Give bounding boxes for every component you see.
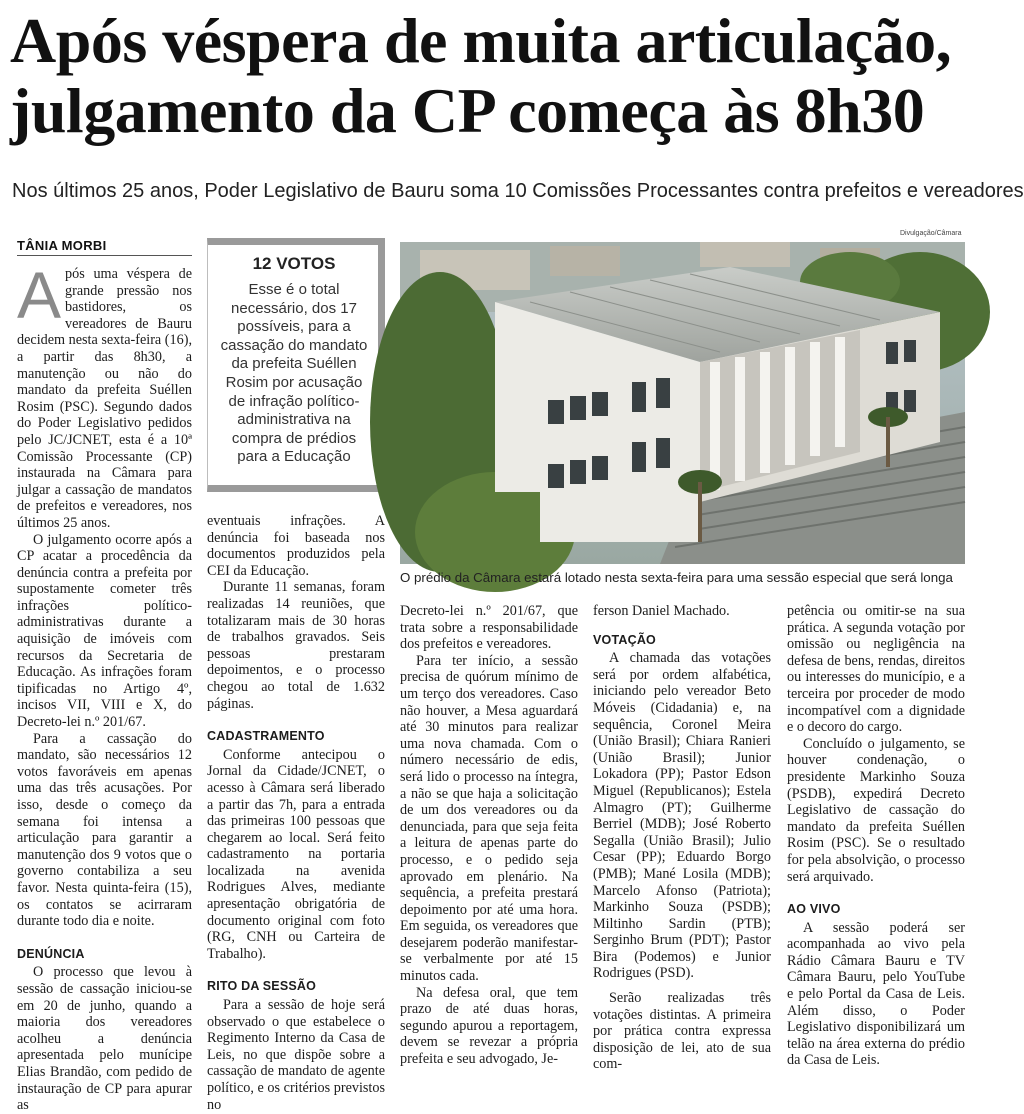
article-paragraph: O julgamento ocorre após a CP acatar a procedência da denúncia contra a prefeita por supostamente cometer três infrações político-administrativas durante a aquisição de imóveis com recursos da Secretaria de Educação. As infrações foram tipificadas no Artigo 4º, incisos VII, VIII e X, do Decreto-lei n.º 201/67. bbox=[17, 531, 192, 731]
article-paragraph: Após uma véspera de grande pressão nos bastidores, os vereadores de Bauru decidem nesta sexta-feira (16), a partir das 8h30, a manutenção ou não do mandato da prefeita Suéllen Rosim (PSC). Segundo dados do Poder Legislativo pedidos pelo JC/JCNET, esta é a 10ª Comissão Processante (CP) instaurada na Câmara para julgar a cassação de mandatos de prefeitos e vereadores, nos últimos 25 anos. bbox=[17, 258, 192, 531]
headline-line-1: Após véspera de muita articulação, bbox=[10, 5, 952, 76]
section-heading-rito: RITO DA SESSÃO bbox=[207, 979, 317, 994]
article-paragraph: O processo que levou à sessão de cassação iniciou-se em 20 de junho, quando a maioria dos vereadores acolheu a denúncia apresentada pelo munícipe Elias Brandão, com pedido de instauração de CP para apurar as bbox=[17, 964, 192, 1114]
photo-credit: Divulgação/Câmara bbox=[900, 230, 962, 237]
building-illustration bbox=[400, 242, 965, 564]
article-paragraph: A sessão poderá ser acompanhada ao vivo pela Rádio Câmara Bauru e TV Câmara Bauru, pelo YouTube e pelo Portal da Casa de Leis. Além disso, o Poder Legislativo disponibilizará um telão na área externa do prédio da Casa de Leis. bbox=[787, 919, 965, 1069]
headline bbox=[10, 6, 970, 146]
article-paragraph: Conforme antecipou o Jornal da Cidade/JCNET, o acesso à Câmara será liberado a partir das 7h, para a entrada das primeiras 100 pessoas que chegarem ao local. Será feito cadastramento na portaria localizada na avenida Rodrigues Alves, mediante apresentação obrigatória de documento original com foto (RG, CNH ou Carteira de Trabalho). bbox=[207, 746, 385, 962]
highlight-box bbox=[207, 238, 385, 492]
highlight-box-title: 12 VOTOS bbox=[252, 254, 336, 273]
chamber-building-photo bbox=[400, 242, 965, 564]
article-paragraph: ferson Daniel Machado. bbox=[593, 603, 730, 619]
article-paragraph: Na defesa oral, que tem prazo de até duas horas, segundo apurou a reportagem, devem se revezar a própria prefeita e seu advogado, Je- bbox=[400, 984, 578, 1068]
article-column-2 bbox=[207, 513, 385, 1113]
article-paragraph: Para a sessão de hoje será observado o que estabelece o Regimento Interno da Casa de Leis, no que dispõe sobre a cassação de mandato de agente político, e os critérios previstos no bbox=[207, 997, 385, 1113]
drop-cap: A bbox=[17, 258, 62, 332]
article-column-1 bbox=[17, 258, 192, 1114]
headline-line-2: julgamento da CP começa às 8h30 bbox=[10, 75, 925, 146]
article-paragraph: Decreto-lei n.º 201/67, que trata sobre a responsabilidade dos prefeitos e vereadores. bbox=[400, 603, 578, 653]
article-paragraph: Para ter início, a sessão precisa de quórum mínimo de um terço dos vereadores. Caso não houver, a Mesa aguardará até 30 minutos para realizar uma nova chamada. Com o número necessário de edis, será lido o processo na íntegra, a não se que haja a solicitação de um dos vereadores ou da denunciada, para que seja feita a leitura de apenas parte do processo, e o pedido seja aprovado em plenário. Na sequência, a prefeita prestará depoimento por até uma hora. Em seguida, os vereadores que desejarem poderão manifestar-se verbalmente por até 15 minutos cada. bbox=[400, 652, 578, 985]
author-byline: TÂNIA MORBI bbox=[17, 238, 192, 256]
article-column-4 bbox=[593, 603, 771, 1073]
article-paragraph: petência ou omitir-se na sua prática. A segunda votação por omissão ou negligência na defesa de bens, rendas, direitos ou interesses do município, e a terceira por proceder de modo incompatível com a dignidade e o decoro do cargo. bbox=[787, 603, 965, 736]
section-heading-votacao: VOTAÇÃO bbox=[593, 632, 656, 647]
article-paragraph: Concluído o julgamento, se houver condenação, o presidente Markinho Souza (PSDB), expedirá Decreto Legislativo de cassação do mandato da prefeita Suéllen Rosim (PSC). Se o resultado for pela absolvição, o processo será arquivado. bbox=[787, 735, 965, 885]
article-paragraph: eventuais infrações. A denúncia foi baseada nos documentos produzidos pela CEI da Educação. bbox=[207, 513, 385, 579]
photo-caption: O prédio da Câmara estará lotado nesta sexta-feira para uma sessão especial que será longa bbox=[400, 570, 953, 585]
highlight-box-text: Esse é o total necessário, dos 17 possíveis, para a cassação do mandato da prefeita Suéllen Rosim por acusação de infração político-administrativa na compra de prédios para a Educação bbox=[220, 281, 368, 466]
subheadline: Nos últimos 25 anos, Poder Legislativo de Bauru soma 10 Comissões Processantes contra prefeitos e vereadores bbox=[12, 180, 1024, 202]
article-column-3 bbox=[400, 603, 578, 1066]
section-heading-ao-vivo: AO VIVO bbox=[787, 902, 841, 917]
article-paragraph: Para a cassação do mandato, são necessários 12 votos favoráveis em apenas uma das três acusações. Por isso, desde o começo da semana foi intensa a articulação para garantir a manutenção dos 9 votos que o governo contabiliza a seu favor. Nesta quinta-feira (15), os contatos se acirraram durante todo dia e noite. bbox=[17, 730, 192, 930]
article-paragraph: Serão realizadas três votações distintas. A primeira por prática contra expressa disposição de lei, ato de sua com- bbox=[593, 990, 771, 1073]
section-heading-denuncia: DENÚNCIA bbox=[17, 946, 85, 961]
article-paragraph: Durante 11 semanas, foram realizadas 14 reuniões, que totalizaram mais de 30 horas de trabalhos gravados. Seis pessoas prestaram depoimentos, e o processo chegou ao total de 1.632 páginas. bbox=[207, 579, 385, 712]
section-heading-cadastramento: CADASTRAMENTO bbox=[207, 729, 325, 744]
article-paragraph: A chamada das votações será por ordem alfabética, iniciando pelo vereador Beto Móveis (Cidadania) e, na sequência, Coronel Meira (União Brasil); Chiara Ranieri (União Brasil); Junior Lokadora (PP); Pastor Edson Miguel (Republicanos); Estela Almagro (PT); Guilherme Berriel (MDB); José Roberto Segalla (União Brasil); Julio Cesar (PP); Eduardo Borgo (PMB); Mané Losila (MDB); Marcelo Afonso (Patriota); Markinho Souza (PSDB); Miltinho Sardin (PTB); Serginho Brum (PDT); Pastor Bira (Podemos) e Junior Rodrigues (PSD). bbox=[593, 650, 771, 982]
article-column-5 bbox=[787, 603, 965, 1069]
